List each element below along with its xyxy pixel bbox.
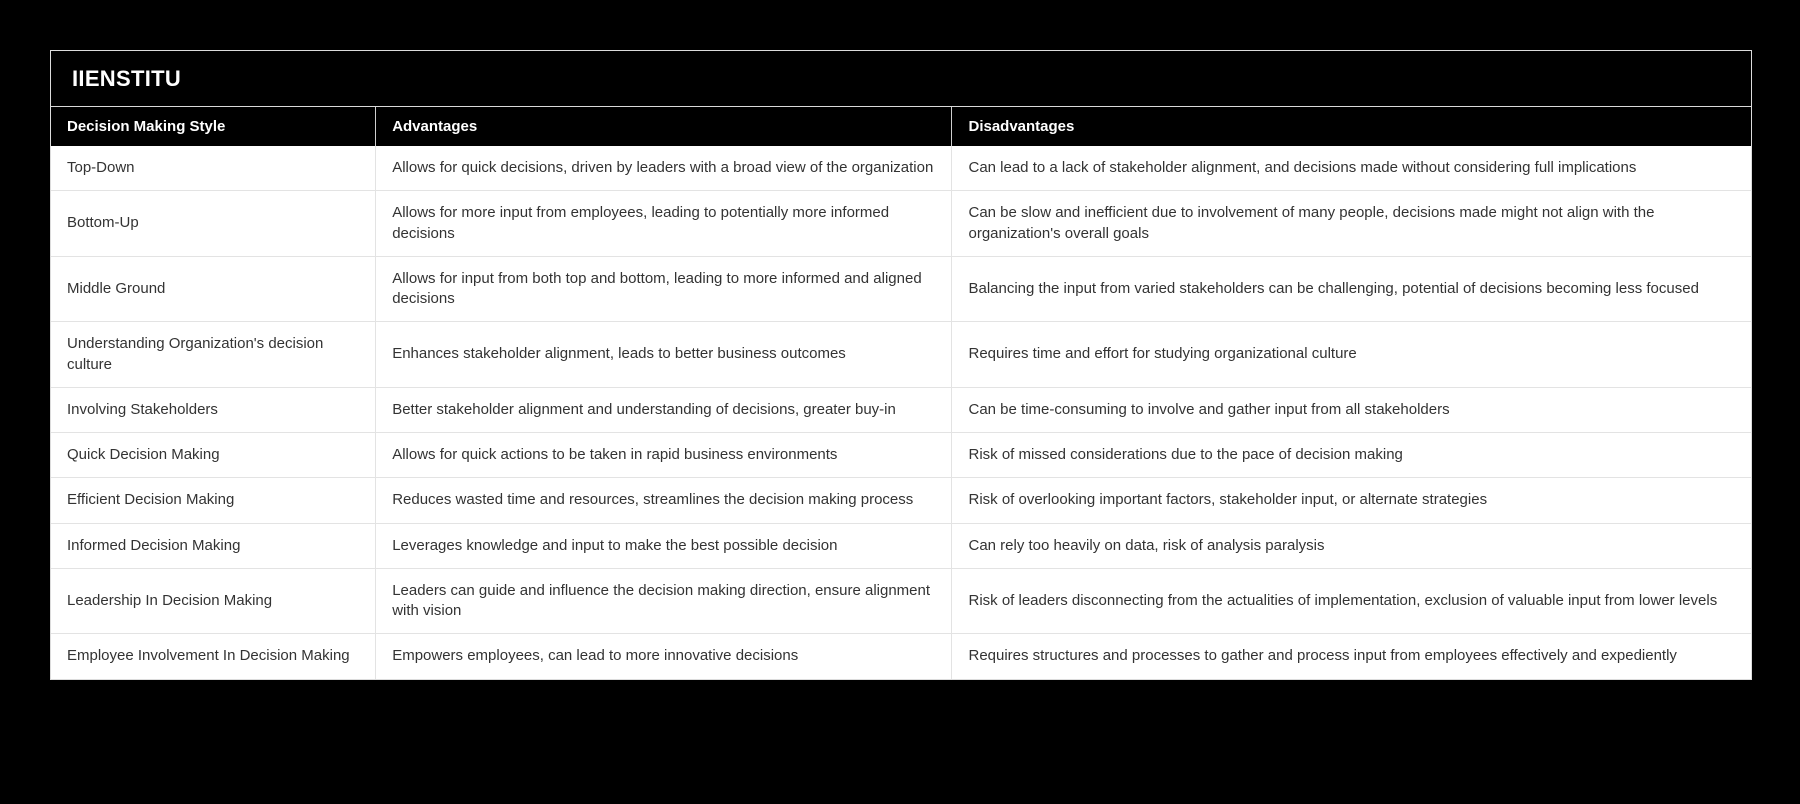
style-cell: Involving Stakeholders [51,387,376,432]
style-cell: Efficient Decision Making [51,478,376,523]
brand-title: IIENSTITU [51,51,1751,107]
table-row [51,568,1751,634]
column-header-advantages: Advantages [376,107,952,146]
advantages-cell: Allows for quick actions to be taken in rapid business environments [376,433,952,478]
disadvantages-cell: Requires structures and processes to gather and process input from employees effectively and expediently [952,634,1751,679]
table-body [51,146,1751,679]
style-cell: Bottom-Up [51,191,376,257]
table-row [51,387,1751,432]
disadvantages-cell: Can rely too heavily on data, risk of analysis paralysis [952,523,1751,568]
disadvantages-cell: Can be slow and inefficient due to involvement of many people, decisions made might not align with the organization's overall goals [952,191,1751,257]
advantages-cell: Allows for input from both top and bottom, leading to more informed and aligned decisions [376,256,952,322]
advantages-cell: Allows for more input from employees, leading to potentially more informed decisions [376,191,952,257]
style-cell: Informed Decision Making [51,523,376,568]
advantages-cell: Leverages knowledge and input to make the best possible decision [376,523,952,568]
disadvantages-cell: Risk of leaders disconnecting from the actualities of implementation, exclusion of valuable input from lower levels [952,568,1751,634]
advantages-cell: Leaders can guide and influence the decision making direction, ensure alignment with vision [376,568,952,634]
disadvantages-cell: Balancing the input from varied stakeholders can be challenging, potential of decisions becoming less focused [952,256,1751,322]
disadvantages-cell: Requires time and effort for studying organizational culture [952,322,1751,388]
table-row [51,322,1751,388]
table-row [51,523,1751,568]
style-cell: Quick Decision Making [51,433,376,478]
table-row [51,433,1751,478]
decision-making-styles-table [51,107,1751,679]
style-cell: Middle Ground [51,256,376,322]
style-cell: Understanding Organization's decision culture [51,322,376,388]
advantages-cell: Empowers employees, can lead to more innovative decisions [376,634,952,679]
table-row [51,478,1751,523]
column-header-disadvantages: Disadvantages [952,107,1751,146]
advantages-cell: Better stakeholder alignment and understanding of decisions, greater buy-in [376,387,952,432]
disadvantages-cell: Can be time-consuming to involve and gather input from all stakeholders [952,387,1751,432]
disadvantages-cell: Risk of overlooking important factors, stakeholder input, or alternate strategies [952,478,1751,523]
column-header-decision-making-style: Decision Making Style [51,107,376,146]
table-row [51,191,1751,257]
comparison-table-panel [50,50,1752,680]
advantages-cell: Reduces wasted time and resources, streamlines the decision making process [376,478,952,523]
header-row [51,107,1751,146]
style-cell: Employee Involvement In Decision Making [51,634,376,679]
style-cell: Leadership In Decision Making [51,568,376,634]
disadvantages-cell: Can lead to a lack of stakeholder alignment, and decisions made without considering full implications [952,146,1751,191]
advantages-cell: Allows for quick decisions, driven by leaders with a broad view of the organization [376,146,952,191]
disadvantages-cell: Risk of missed considerations due to the pace of decision making [952,433,1751,478]
table-row [51,634,1751,679]
advantages-cell: Enhances stakeholder alignment, leads to better business outcomes [376,322,952,388]
table-row [51,146,1751,191]
table-header [51,107,1751,146]
style-cell: Top-Down [51,146,376,191]
table-row [51,256,1751,322]
